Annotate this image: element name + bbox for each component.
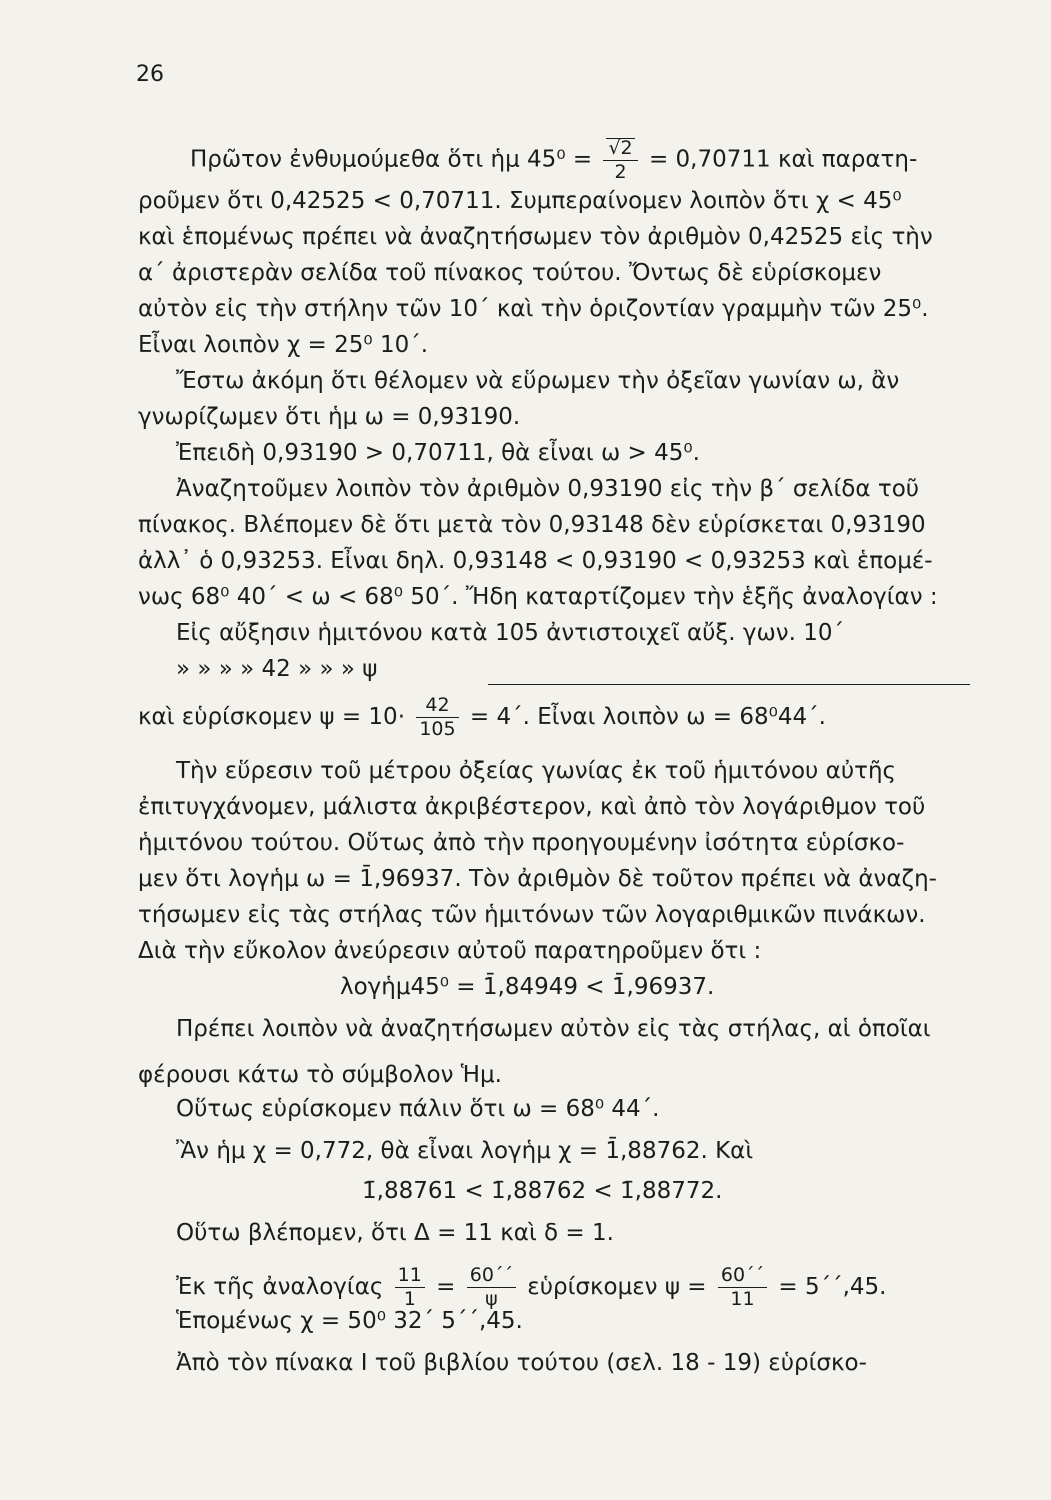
text-line: [138, 696, 826, 739]
text-span: =: [436, 1274, 456, 1300]
text-line: ἀλλ᾽ ὁ 0,93253. Εἶναι δηλ. 0,93148 < 0,93190 < 0,93253 καὶ ἑπομέ-: [138, 548, 933, 574]
fraction-denominator: ψ: [485, 1288, 498, 1310]
text-span: = 4΄. Εἶναι λοιπὸν ω = 68⁰44΄.: [469, 704, 826, 730]
text-line: Εἰς αὔξησιν ἡμιτόνου κατὰ 105 ἀντιστοιχεῖ αὔξ. γων. 10΄: [176, 620, 844, 646]
fraction-denominator: 1: [403, 1288, 416, 1310]
text-line: Ἐπειδὴ 0,93190 > 0,70711, θὰ εἶναι ω > 45⁰.: [176, 440, 700, 466]
text-line: ροῦμεν ὅτι 0,42525 < 0,70711. Συμπεραίνομεν λοιπὸν ὅτι χ < 45⁰: [138, 188, 902, 214]
fraction-42-over-105: [416, 696, 458, 739]
fraction-denominator: 2: [614, 161, 627, 183]
text-line: ἐπιτυγχάνομεν, μάλιστα ἀκριβέστερον, καὶ ἀπὸ τὸν λογάριθμον τοῦ: [138, 794, 926, 820]
text-span: Πρῶτον ἐνθυμούμεθα ὅτι ἡμ 45⁰ =: [190, 146, 593, 173]
text-line: Οὕτως εὑρίσκομεν πάλιν ὅτι ω = 68⁰ 44΄.: [176, 1096, 660, 1122]
text-line: Ἔστω ἀκόμη ὅτι θέλομεν νὰ εὕρωμεν τὴν ὀξεῖαν γωνίαν ω, ἂν: [176, 368, 900, 394]
sqrt-expression: √2: [608, 137, 633, 159]
fraction-60-over-11: [718, 1266, 767, 1309]
fraction-numerator: 60΄΄: [718, 1266, 767, 1288]
text-span: καὶ εὑρίσκομεν ψ = 10·: [138, 704, 406, 730]
text-line: Διὰ τὴν εὔκολον ἀνεύρεσιν αὐτοῦ παρατηροῦμεν ὅτι :: [138, 938, 762, 964]
text-line: Ἀναζητοῦμεν λοιπὸν τὸν ἀριθμὸν 0,93190 εἰς τὴν β΄ σελίδα τοῦ: [176, 476, 920, 502]
fraction-numerator: 60΄΄: [467, 1266, 516, 1288]
text-line: Εἶναι λοιπὸν χ = 25⁰ 10΄.: [138, 332, 429, 358]
text-span: = 0,70711 καὶ παρατη-: [648, 146, 918, 173]
fraction-denominator: 11: [730, 1288, 755, 1310]
text-line: Τὴν εὕρεσιν τοῦ μέτρου ὀξείας γωνίας ἐκ τοῦ ἡμιτόνου αὐτῆς: [176, 758, 897, 784]
page-number: 26: [136, 62, 164, 87]
fraction-numerator: 42: [416, 696, 458, 718]
text-line: καὶ ἑπομένως πρέπει νὰ ἀναζητήσωμεν τὸν ἀριθμὸν 0,42525 εἰς τὴν: [138, 224, 933, 250]
text-span: Ἐκ τῆς ἀναλογίας: [176, 1274, 384, 1300]
proportion-rule: [488, 684, 970, 685]
text-line: φέρουσι κάτω τὸ σύμβολον Ἡμ.: [138, 1062, 502, 1088]
text-line: ἡμιτόνου τούτου. Οὕτως ἀπὸ τὴν προηγουμένην ἰσότητα εὑρίσκο-: [138, 830, 905, 856]
fraction-denominator: 105: [419, 718, 456, 740]
text-line: Πρέπει λοιπὸν νὰ ἀναζητήσωμεν αὐτὸν εἰς τὰς στήλας, αἱ ὁποῖαι: [176, 1016, 931, 1042]
fraction-11-over-1: [395, 1266, 425, 1309]
text-span: εὑρίσκομεν ψ =: [527, 1274, 707, 1300]
fraction-60-over-psi: [467, 1266, 516, 1309]
text-line: [190, 138, 917, 182]
text-line: Ἑπομένως χ = 50⁰ 32΄ 5΄΄,45.: [176, 1308, 523, 1334]
text-line: πίνακος. Βλέπομεν δὲ ὅτι μετὰ τὸν 0,93148 δὲν εὑρίσκεται 0,93190: [138, 512, 926, 538]
text-line: [176, 1266, 887, 1309]
text-line: νως 68⁰ 40΄ < ω < 68⁰ 50΄. Ἤδη καταρτίζομεν τὴν ἑξῆς ἀναλογίαν :: [138, 584, 938, 610]
text-line: λογἡμ45⁰ = 1̄,84949 < 1̄,96937.: [340, 974, 715, 1000]
fraction-numerator: 11: [395, 1266, 425, 1288]
text-span: = 5΄΄,45.: [778, 1274, 887, 1300]
text-line: Ἀπὸ τὸν πίνακα Ι τοῦ βιβλίου τούτου (σελ. 18 - 19) εὑρίσκο-: [176, 1350, 867, 1376]
text-line: γνωρίζωμεν ὅτι ἡμ ω = 0,93190.: [138, 404, 521, 430]
text-line: α΄ ἀριστερὰν σελίδα τοῦ πίνακος τούτου. Ὄντως δὲ εὑρίσκομεν: [138, 260, 882, 286]
text-line: » » » » 42 » » » ψ: [176, 656, 378, 682]
fraction-numerator: [603, 138, 637, 161]
text-line: Ἂν ἡμ χ = 0,772, θὰ εἶναι λογἡμ χ = 1̄,88762. Καὶ: [176, 1138, 754, 1164]
text-line: αὐτὸν εἰς τὴν στήλην τῶν 10΄ καὶ τὴν ὁριζοντίαν γραμμὴν τῶν 25⁰.: [138, 296, 929, 322]
text-line: 1̄,88761 < 1̄,88762 < 1̄,88772.: [362, 1178, 723, 1204]
text-line: Οὕτω βλέπομεν, ὅτι Δ = 11 καὶ δ = 1.: [176, 1220, 614, 1246]
text-line: τήσωμεν εἰς τὰς στήλας τῶν ἡμιτόνων τῶν λογαριθμικῶν πινάκων.: [138, 902, 926, 928]
text-line: μεν ὅτι λογἡμ ω = 1̄,96937. Τὸν ἀριθμὸν δὲ τοῦτον πρέπει νὰ ἀναζη-: [138, 866, 937, 892]
fraction-sqrt2-over-2: [603, 138, 637, 182]
